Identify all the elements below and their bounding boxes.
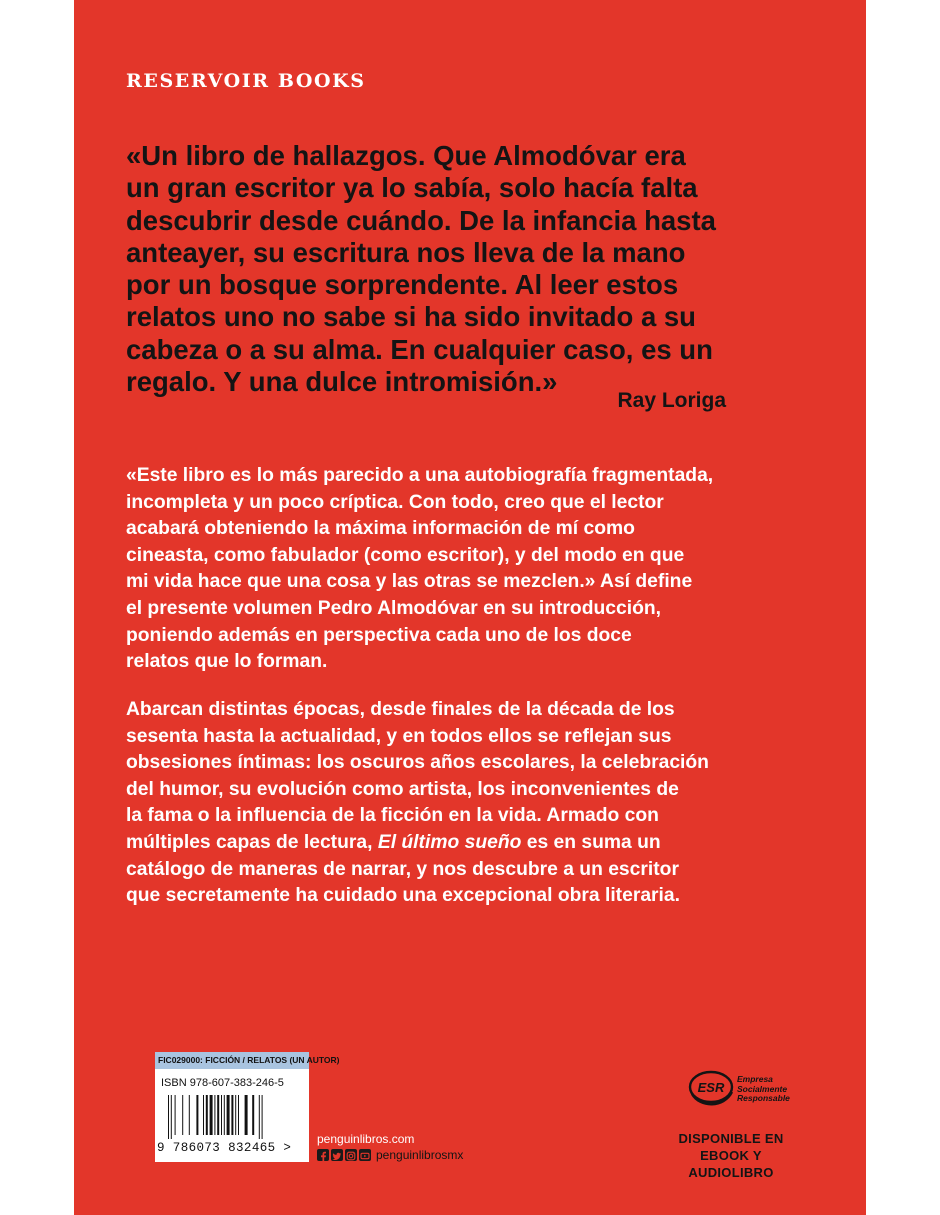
synopsis-line: mi vida hace que una cosa y las otras se mezclen.» Así define <box>126 571 693 593</box>
synopsis-line: poniendo además en perspectiva cada uno de los doce <box>126 624 632 646</box>
synopsis-line: acabará obteniendo la máxima información de mí como <box>126 518 635 540</box>
esr-line: Empresa <box>737 1074 773 1084</box>
quote-line: relatos uno no sabe si ha sido invitado a su <box>126 301 696 333</box>
barcode-bar <box>245 1095 248 1135</box>
barcode-bar <box>196 1095 198 1135</box>
esr-caption <box>737 1075 790 1104</box>
quote-line: cabeza o a su alma. En cualquier caso, es un <box>126 333 713 365</box>
blurb-quote <box>126 140 786 398</box>
youtube-icon[interactable] <box>359 1149 371 1161</box>
quote-line: un gran escritor ya lo sabía, solo hacía falta <box>126 172 698 204</box>
barcode-bar <box>238 1095 239 1135</box>
synopsis-line: catálogo de maneras de narrar, y nos descubre a un escritor <box>126 858 679 880</box>
social-links <box>317 1148 463 1162</box>
barcode-bar <box>224 1095 225 1135</box>
synopsis-line: del humor, su evolución como artista, los inconvenientes de <box>126 778 679 800</box>
barcode-graphic <box>168 1095 296 1139</box>
quote-line: anteayer, su escritura nos lleva de la mano <box>126 236 686 268</box>
barcode-bar <box>235 1095 236 1135</box>
barcode-bar <box>206 1095 208 1135</box>
quote-line: «Un libro de hallazgos. Que Almodóvar era <box>126 140 686 171</box>
synopsis-line: «Este libro es lo más parecido a una autobiografía fragmentada, <box>126 465 714 486</box>
quote-author: Ray Loriga <box>617 389 726 412</box>
quote-line: descubrir desde cuándo. De la infancia hasta <box>126 204 716 236</box>
barcode-bar <box>214 1095 215 1135</box>
synopsis-line: relatos que lo forman. <box>126 651 328 673</box>
barcode-bar <box>259 1095 260 1139</box>
barcode-bar <box>203 1095 204 1135</box>
barcode-bar <box>168 1095 169 1139</box>
availability-note <box>676 1130 786 1181</box>
synopsis-line: incompleta y un poco críptica. Con todo, creo que el lector <box>126 491 664 513</box>
isbn-number: ISBN 978-607-383-246-5 <box>161 1077 284 1089</box>
facebook-icon[interactable] <box>317 1149 329 1161</box>
synopsis-line: la fama o la influencia de la ficción en la vida. Armado con <box>126 805 659 827</box>
barcode-bar <box>252 1095 254 1135</box>
synopsis-line: múltiples capas de lectura, <box>126 831 378 853</box>
synopsis-line: cineasta, como fabulador (como escritor), y del modo en que <box>126 544 685 566</box>
esr-line: Responsable <box>737 1093 790 1103</box>
synopsis-line: obsesiones íntimas: los oscuros años escolares, la celebración <box>126 752 709 774</box>
barcode-bar <box>231 1095 233 1135</box>
twitter-icon[interactable] <box>331 1149 343 1161</box>
barcode-bar <box>262 1095 263 1139</box>
website-link[interactable]: penguinlibros.com <box>317 1132 415 1146</box>
esr-line: Socialmente <box>737 1083 788 1094</box>
quote-line: por un bosque sorprendente. Al leer estos <box>126 269 679 301</box>
quote-line: regalo. Y una dulce intromisión.» <box>126 366 558 398</box>
bisac-category: FIC029000: FICCIÓN / RELATOS (UN AUTOR) <box>155 1052 309 1069</box>
availability-line: EBOOK Y AUDIOLIBRO <box>688 1148 774 1180</box>
synopsis-line: que secretamente ha cuidado una excepcional obra literaria. <box>126 885 680 907</box>
synopsis-line: Abarcan distintas épocas, desde finales de la década de los <box>126 699 675 720</box>
instagram-icon[interactable] <box>345 1149 357 1161</box>
synopsis-paragraph-2 <box>126 697 786 910</box>
barcode-bar <box>210 1095 213 1135</box>
availability-line: DISPONIBLE EN <box>678 1131 784 1146</box>
barcode-bar <box>189 1095 190 1135</box>
barcode-bar <box>171 1095 172 1139</box>
barcode-bar <box>217 1095 219 1135</box>
ean-digits: 9 786073 832465 > <box>157 1141 292 1155</box>
isbn-barcode-block <box>155 1052 340 1162</box>
synopsis-line: es en suma un <box>521 831 661 853</box>
barcode-bar <box>182 1095 183 1135</box>
esr-letters: ESR <box>697 1080 725 1095</box>
barcode-bar <box>175 1095 176 1135</box>
imprint-logo: RESERVOIR BOOKS <box>126 70 366 92</box>
synopsis-line: el presente volumen Pedro Almodóvar en su introducción, <box>126 597 661 619</box>
barcode-bar <box>221 1095 222 1135</box>
synopsis-paragraph-1 <box>126 463 786 676</box>
barcode-bar <box>227 1095 230 1135</box>
social-handle[interactable]: penguinlibrosmx <box>376 1148 464 1162</box>
synopsis-line: sesenta hasta la actualidad, y en todos ellos se reflejan sus <box>126 725 672 747</box>
book-title: El último sueño <box>377 831 522 853</box>
